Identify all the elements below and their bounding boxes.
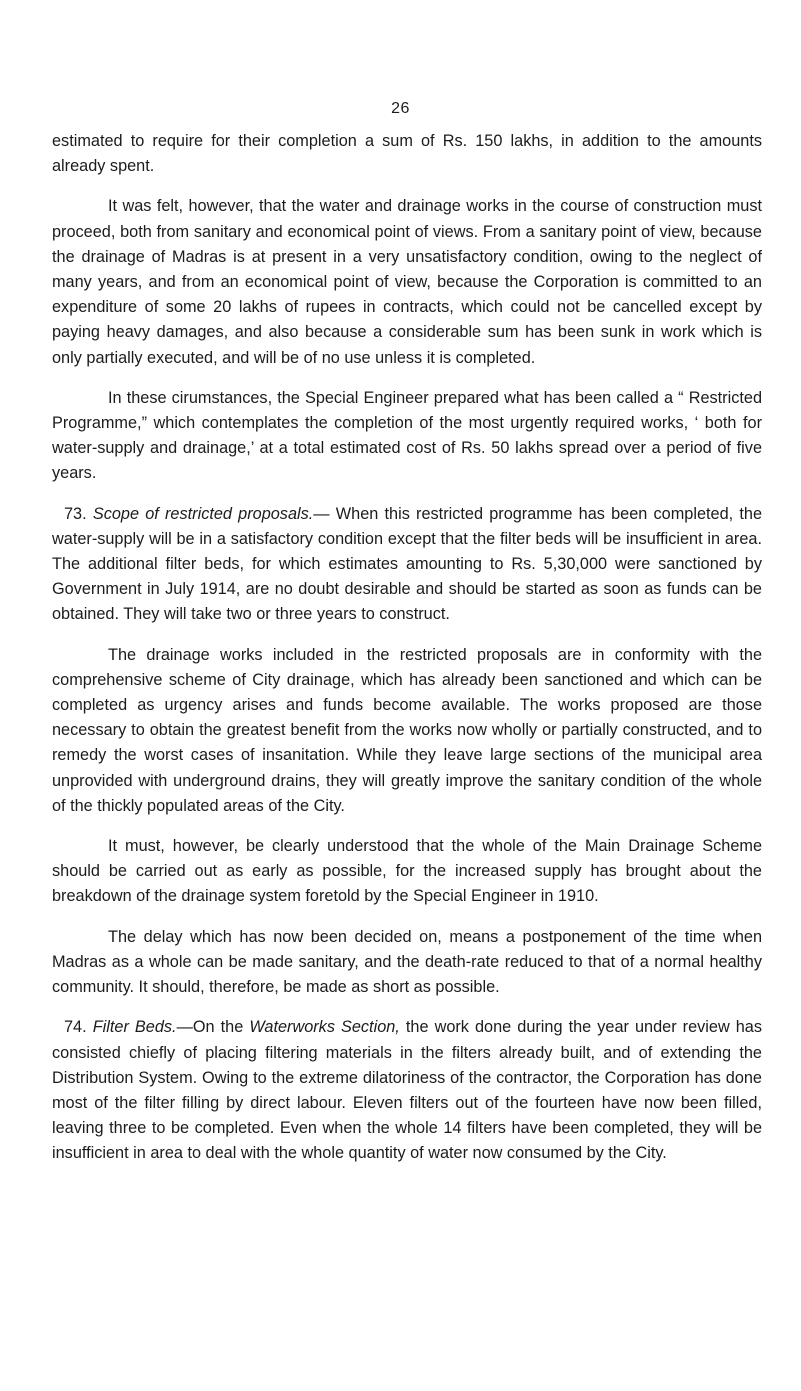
page-number: 26 (391, 100, 410, 117)
section-heading-filter-beds: Filter Beds. (92, 1018, 177, 1037)
section-heading-waterworks: Waterworks Section, (249, 1018, 400, 1037)
paragraph-73-scope (52, 502, 762, 628)
paragraph-continuation: estimated to require for their completion a sum of Rs. 150 lakhs, in addition to the amounts already spent. (52, 132, 762, 176)
section-number-73: 73. (64, 504, 87, 523)
document-body (52, 129, 762, 1182)
paragraph-74-filter-beds (52, 1015, 762, 1166)
paragraph-drainage-works: The drainage works included in the restricted proposals are in conformity with the comprehensive scheme of City drainage, which has already been sanctioned and which can be completed as urgency arises and funds become available. The works proposed are those necessary to obtain the greatest benefit from the works now wholly or partially constructed, and to remedy the worst cases of insanitation. While they leave large sections of the municipal area unprovided with underground drains, they will greatly improve the sanitary condition of the whole of the thickly populated areas of the City. (52, 645, 762, 815)
section-connector: —On the (176, 1018, 250, 1037)
paragraph-main-drainage: It must, however, be clearly understood that the whole of the Main Drainage Scheme should be carried out as early as possible, for the increased supply has brought about the breakdown of the drainage system foretold by the Special Engineer in 1910. (52, 837, 762, 906)
section-heading-scope: Scope of restricted proposals. (92, 504, 314, 523)
paragraph-delay: The delay which has now been decided on, means a postponement of the time when Madras as a whole can be made sanitary, and the death-rate reduced to that of a normal healthy community. It should, therefore, be made as short as possible. (52, 927, 762, 997)
section-number-74: 74. (64, 1018, 87, 1037)
paragraph-sanitary-economical: It was felt, however, that the water and drainage works in the course of construction must proceed, both from sanitary and economical point of views. From a sanitary point of view, because the drainage of Madras is at present in a very unsatisfactory condition, owing to the neglect of many years, and from an economical point of view, because the Corporation is committed to an expenditure of some 20 lakhs of rupees in contracts, which could not be cancelled except by paying heavy damages, and also because a considerable sum has been sunk in work which is only partially executed, and will be of no use unless it is completed. (52, 197, 762, 367)
section-body-filter-beds: the work done during the year under review has consisted chiefly of placing filtering materials in the filters already built, and of extending the Distribution System. Owing to the extreme dilatoriness of the contractor, the Corporation has done most of the filter filling by direct labour. Eleven filters out of the fourteen have now been filled, leaving three to be completed. Even when the whole 14 filters have been completed, they will be insufficient in area to deal with the whole quantity of water now consumed by the City. (52, 1018, 763, 1163)
section-body-scope: — When this restricted programme has been completed, the water-supply will be in a satisfactory condition except that the filter beds will be insufficient in area. The additional filter beds, for which estimates amounting to Rs. 5,30,000 were sanctioned by Government in July 1914, are no doubt desirable and should be started as soon as funds can be obtained. They will take two or three years to construct. (52, 504, 763, 624)
paragraph-restricted-programme: In these cirumstances, the Special Engineer prepared what has been called a “ Restricted Programme,” which contemplates the completion of the most urgently required works, ‘ both for water-supply and drainage,’ at a total estimated cost of Rs. 50 lakhs spread over a period of five years. (52, 388, 762, 483)
